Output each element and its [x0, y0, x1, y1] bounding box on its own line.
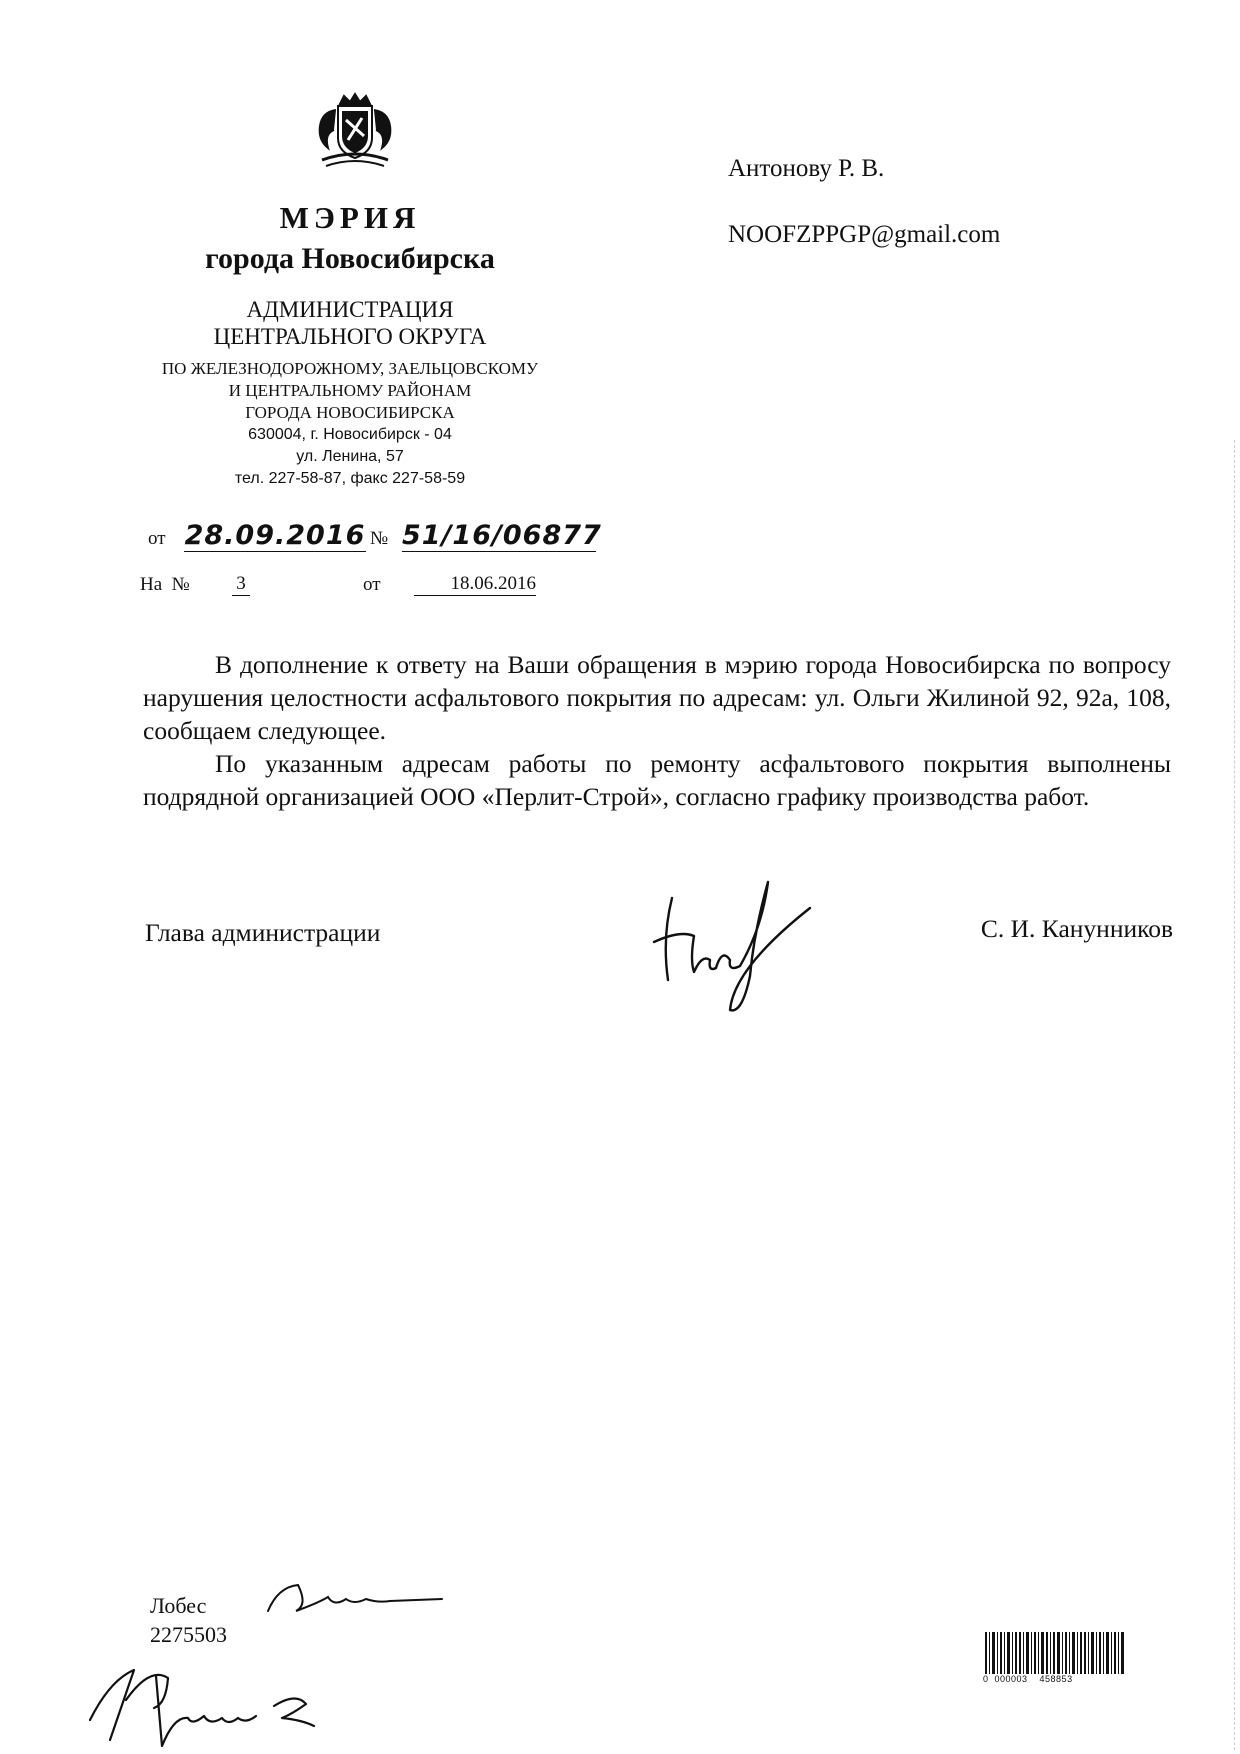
- coat-of-arms-icon: [310, 90, 400, 172]
- letterhead-districts: [130, 358, 570, 424]
- administration-line: ЦЕНТРАЛЬНОГО ОКРУГА: [213, 324, 487, 349]
- reference-from-label: от: [363, 574, 381, 595]
- districts-line: ГОРОДА НОВОСИБИРСКА: [245, 403, 455, 422]
- barcode-icon: [985, 1632, 1125, 1674]
- barcode-number: 0 000003 458853: [983, 1674, 1073, 1684]
- address-line: ул. Ленина, 57: [296, 448, 404, 465]
- registration-number-label: №: [370, 528, 389, 549]
- letterhead-city: города Новосибирска: [205, 242, 495, 275]
- executor-phone: 2275503: [150, 1622, 227, 1647]
- registration-from-label: от: [148, 528, 166, 549]
- letterhead-address: [130, 424, 570, 490]
- districts-line: И ЦЕНТРАЛЬНОМУ РАЙОНАМ: [228, 381, 472, 400]
- body-paragraph: В дополнение к ответу на Ваши обращения в мэрию города Новосибирска по вопросу нарушения целостности асфальтового покрытия по адресам: ул. Ольги Жилиной 92, 92а, 108, сообщаем следующее.: [143, 650, 1171, 745]
- signatory-name: С. И. Канунников: [980, 914, 1173, 943]
- registration-date: 28.09.2016: [184, 520, 366, 551]
- districts-line: ПО ЖЕЛЕЗНОДОРОЖНОМУ, ЗАЕЛЬЦОВСКОМУ: [161, 359, 539, 378]
- reference-number: 3: [232, 573, 250, 596]
- letterhead-administration: [130, 296, 570, 350]
- registration-row: [148, 520, 618, 556]
- body-paragraph: По указанным адресам работы по ремонту асфальтового покрытия выполнены подрядной организацией ООО «Перлит-Строй», согласно графику производства работ.: [143, 749, 1171, 811]
- address-line: тел. 227-58-87, факс 227-58-59: [234, 470, 466, 487]
- signatory-title: Глава администрации: [145, 918, 381, 947]
- reference-date: 18.06.2016: [414, 573, 536, 596]
- address-line: 630004, г. Новосибирск - 04: [248, 426, 452, 443]
- recipient-email: NOOFZPPGP@gmail.com: [728, 221, 1001, 248]
- handwritten-note: [70, 1660, 340, 1750]
- administration-line: АДМИНИСТРАЦИЯ: [246, 297, 454, 322]
- scan-edge-divider: [1234, 440, 1236, 1750]
- executor-name: Лобес: [150, 1593, 207, 1618]
- executor-signature: [258, 1575, 448, 1620]
- reference-label: На №: [140, 574, 190, 595]
- recipient-name: Антонову Р. В.: [728, 155, 885, 182]
- letter-body: [143, 648, 1171, 813]
- registration-number: 51/16/06877: [402, 520, 602, 551]
- handwritten-signature: [650, 868, 820, 1018]
- reference-row: [140, 568, 560, 600]
- letterhead-title: МЭРИЯ: [279, 200, 421, 235]
